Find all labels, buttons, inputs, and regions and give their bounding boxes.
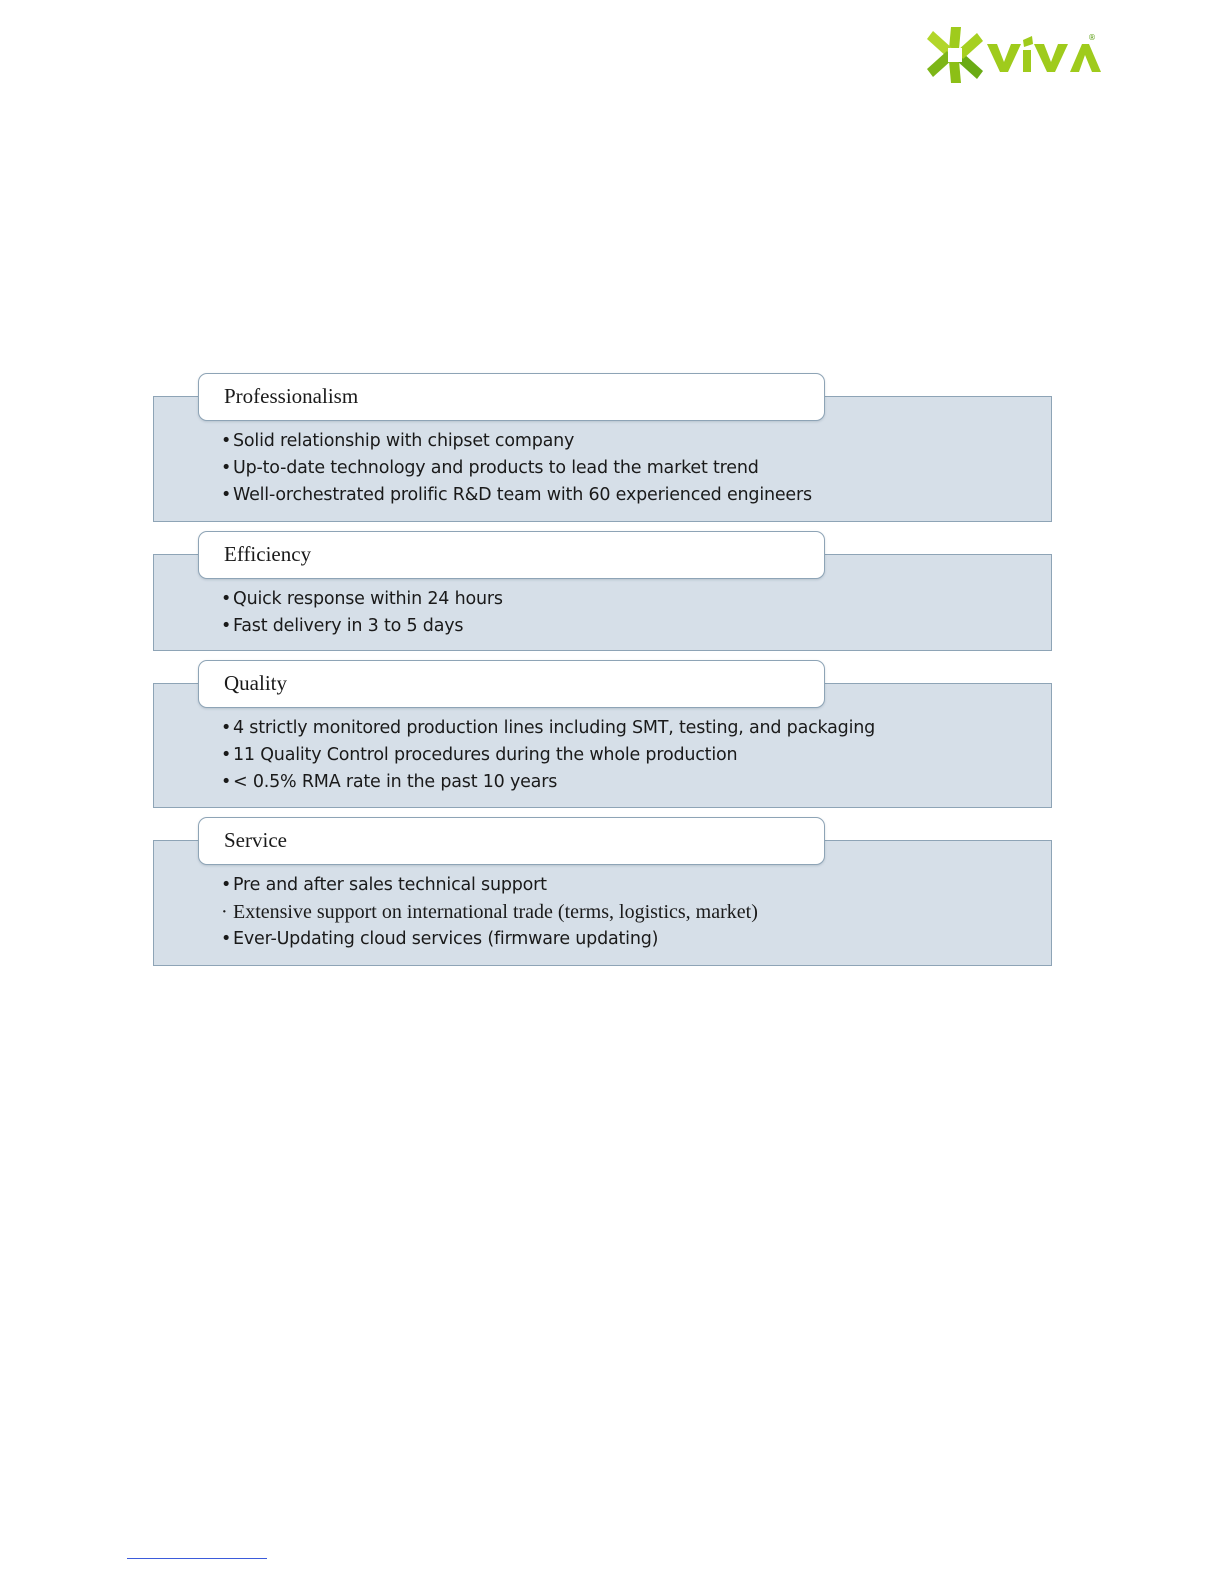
list-item: • 4 strictly monitored production lines including SMT, testing, and packaging — [221, 718, 876, 738]
list-item: · Extensive support on international trade (terms, logistics, market) — [221, 900, 758, 923]
list-item: • 11 Quality Control procedures during the whole production — [221, 744, 738, 765]
list-item: • Quick response within 24 hours — [221, 589, 503, 609]
section-title: Service — [198, 817, 825, 865]
list-item: • Solid relationship with chipset company — [221, 431, 575, 451]
list-item: • Fast delivery in 3 to 5 days — [221, 615, 464, 636]
section-title: Quality — [198, 660, 825, 708]
viva-logo-graphic — [925, 22, 1095, 88]
bullet-list — [221, 428, 812, 508]
section-quality — [153, 660, 1054, 809]
section-service — [153, 817, 1054, 967]
section-efficiency — [153, 531, 1054, 652]
list-item: • Ever-Updating cloud services (firmware updating) — [221, 928, 659, 949]
viva-star-icon — [927, 27, 983, 83]
list-item: • Well-orchestrated prolific R&D team with 60 experienced engineers — [221, 484, 812, 505]
list-item: • Up-to-date technology and products to lead the market trend — [221, 457, 759, 478]
viva-wordmark — [987, 36, 1101, 72]
section-title: Professionalism — [198, 373, 825, 421]
bullet-list — [221, 872, 758, 952]
registered-mark: ® — [1088, 33, 1096, 42]
footnote-separator — [127, 1558, 267, 1559]
section-professionalism — [153, 373, 1054, 523]
bullet-list — [221, 715, 875, 795]
bullet-list — [221, 586, 503, 640]
list-item: • Pre and after sales technical support — [221, 875, 547, 895]
list-item: • < 0.5% RMA rate in the past 10 years — [221, 771, 558, 792]
viva-logo — [925, 22, 1095, 88]
section-title: Efficiency — [198, 531, 825, 579]
